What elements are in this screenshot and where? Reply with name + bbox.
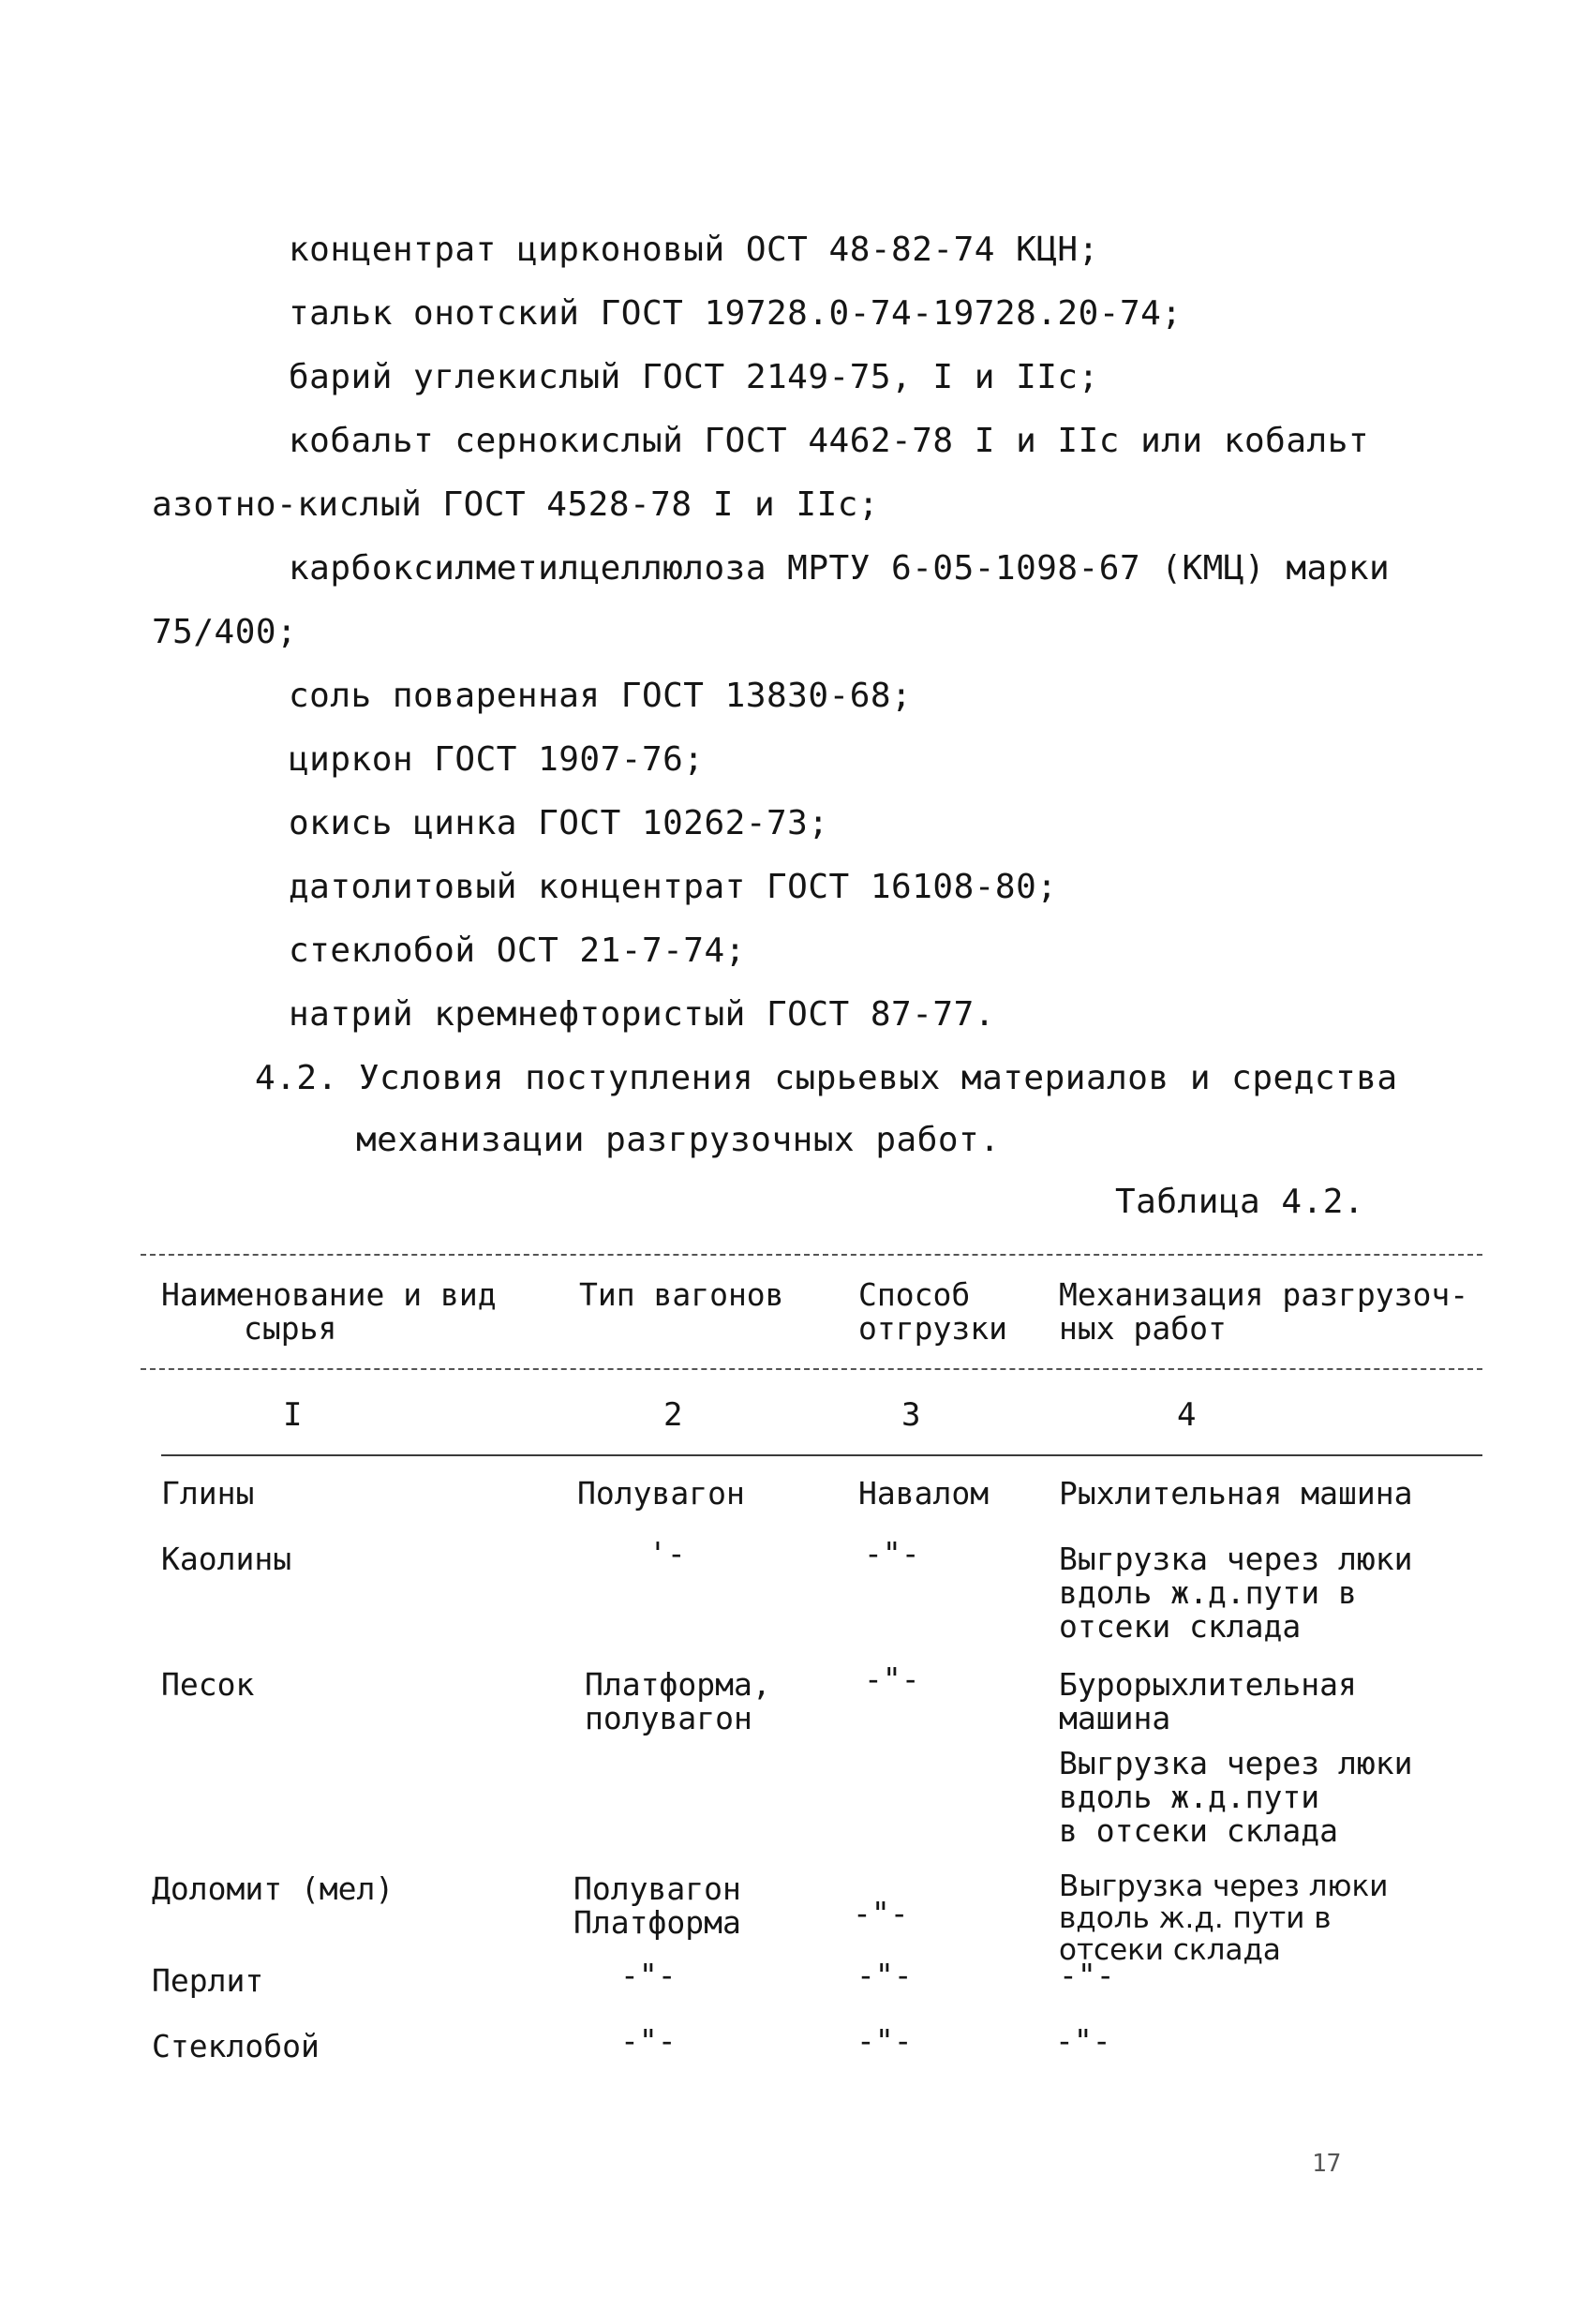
table-row-name: Каолины <box>161 1541 292 1577</box>
material-line: датолитовый концентрат ГОСТ 16108-80; <box>289 868 1058 906</box>
numbers-bottom-rule <box>161 1454 1482 1456</box>
table-row-name: Перлит <box>152 1962 264 1999</box>
header-name <box>161 1278 497 1346</box>
column-number: 2 <box>663 1396 683 1434</box>
material-line: тальк онотский ГОСТ 19728.0-74-19728.20-74; <box>289 294 1183 333</box>
material-line: концентрат цирконовый ОСТ 48-82-74 КЦН; <box>289 231 1099 269</box>
header-method-line2: отгрузки <box>858 1310 1007 1347</box>
table-row-name: Глины <box>161 1475 255 1512</box>
table-row-method: -"- <box>864 1535 920 1572</box>
material-line: барий углекислый ГОСТ 2149-75, I и IIc; <box>289 358 1099 396</box>
section-title: 4.2. Условия поступления сырьевых материалов и средства <box>255 1059 1398 1097</box>
table-row-method: -"- <box>864 1661 920 1697</box>
table-row-mech: Выгрузка через люки вдоль ж.д.пути в отсеки склада <box>1059 1745 1413 1849</box>
table-caption: Таблица 4.2. <box>1115 1183 1365 1221</box>
header-bottom-rule <box>141 1368 1482 1370</box>
table-row-name: Песок <box>161 1666 255 1703</box>
column-number: 4 <box>1177 1396 1197 1434</box>
table-row-mech: Бурорыхлительная машина <box>1059 1666 1357 1736</box>
table-row-wagon: Полувагон <box>577 1475 745 1512</box>
table-row-mech: -"- <box>1059 1957 1115 1993</box>
page-number: 17 <box>1312 2150 1342 2178</box>
header-mech-line1: Механизация разгрузоч- <box>1059 1276 1469 1313</box>
table-row-mech: -"- <box>1055 2022 1111 2059</box>
table-row-mech: Выгрузка через люки вдоль ж.д. пути в отсеки склада <box>1059 1870 1389 1967</box>
header-wagon-type: Тип вагонов <box>579 1276 784 1313</box>
material-line: кобальт сернокислый ГОСТ 4462-78 I и IIc или кобальт <box>289 422 1370 460</box>
section-title-continued: механизации разгрузочных работ. <box>356 1121 1001 1159</box>
table-top-rule <box>141 1254 1482 1256</box>
material-line: циркон ГОСТ 1907-76; <box>289 740 705 779</box>
table-row-name: Доломит (мел) <box>152 1870 395 1907</box>
material-line: натрий кремнефтористый ГОСТ 87-77. <box>289 995 995 1034</box>
table-row-method: -"- <box>853 1895 909 1931</box>
material-line: стеклобой ОСТ 21-7-74; <box>289 931 746 970</box>
column-number: I <box>283 1396 303 1434</box>
table-row-wagon: '- <box>648 1535 686 1572</box>
material-line: соль поваренная ГОСТ 13830-68; <box>289 677 913 715</box>
material-line: окись цинка ГОСТ 10262-73; <box>289 804 829 842</box>
table-row-wagon: Полувагон Платформа <box>573 1870 741 1941</box>
table-row-mech: Выгрузка через люки вдоль ж.д.пути в отсеки склада <box>1059 1541 1413 1645</box>
table-row-method: -"- <box>856 2022 913 2059</box>
table-row-wagon: -"- <box>620 2022 677 2059</box>
material-line: 75/400; <box>152 613 298 651</box>
material-line: карбоксилметилцеллюлоза МРТУ 6-05-1098-67 (КМЦ) марки <box>289 549 1391 588</box>
column-number: 3 <box>901 1396 921 1434</box>
table-row-wagon: Платформа, полувагон <box>585 1666 771 1736</box>
header-method <box>858 1278 1007 1346</box>
header-mechanization <box>1059 1278 1468 1346</box>
table-row-method: Навалом <box>858 1475 990 1512</box>
header-name-line1: Наименование и вид <box>161 1276 497 1313</box>
header-name-line2: сырья <box>244 1310 337 1347</box>
material-line: азотно-кислый ГОСТ 4528-78 I и IIc; <box>152 485 880 524</box>
table-row-name: Стеклобой <box>152 2028 320 2064</box>
table-row-method: -"- <box>856 1957 913 1993</box>
table-row-wagon: -"- <box>620 1957 677 1993</box>
header-mech-line2: ных работ <box>1059 1310 1227 1347</box>
table-row-mech: Рыхлительная машина <box>1059 1475 1413 1512</box>
header-method-line1: Способ <box>858 1276 971 1313</box>
